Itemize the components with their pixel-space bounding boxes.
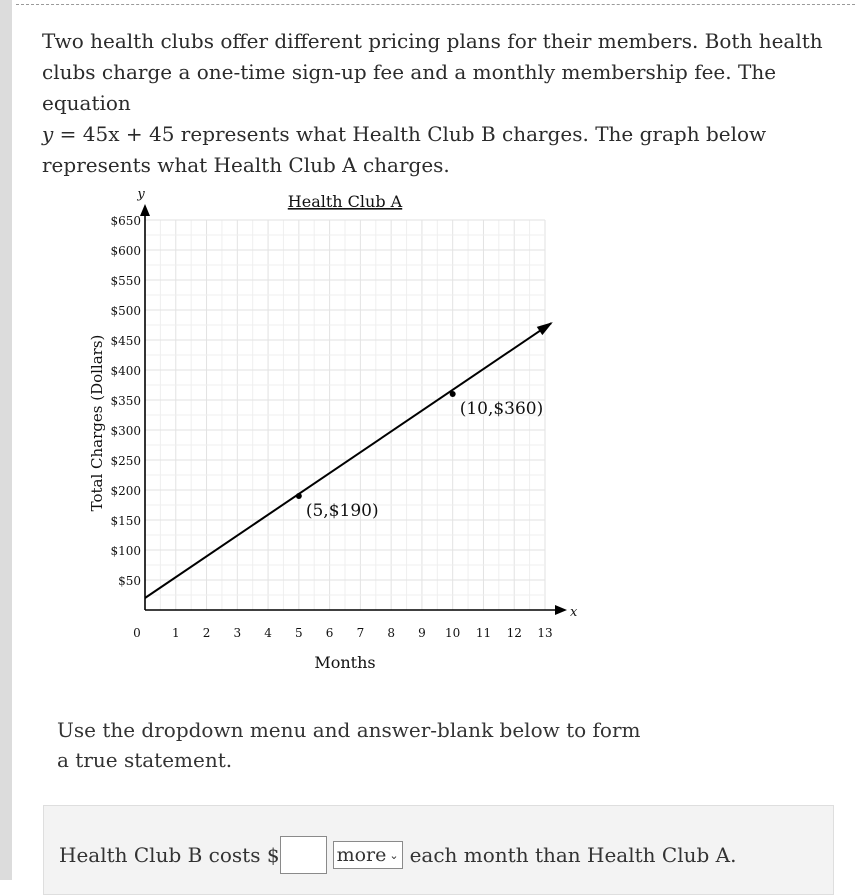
- answer-suffix: each month than Health Club A.: [409, 843, 737, 867]
- x-tick-label: 6: [325, 626, 334, 640]
- x-axis-arrow: [555, 605, 567, 615]
- y-axis-symbol: y: [137, 187, 145, 202]
- x-tick-label: 1: [171, 626, 180, 640]
- y-tick-label: $100: [110, 544, 141, 558]
- y-tick-label: $500: [110, 304, 141, 318]
- equation: y = 45x + 45: [42, 122, 175, 146]
- x-tick-label: 5: [295, 626, 303, 640]
- x-tick-label: 4: [264, 626, 272, 640]
- x-axis-label: Months: [314, 653, 376, 672]
- x-tick-label: 3: [233, 626, 242, 640]
- y-tick-label: $650: [110, 214, 141, 228]
- answer-blank-input[interactable]: [280, 836, 327, 874]
- series-line: [145, 323, 551, 598]
- x-tick-label: 11: [475, 626, 492, 640]
- x-tick-label: 8: [387, 626, 395, 640]
- x-tick-label: 12: [506, 626, 522, 640]
- y-tick-label: $600: [110, 244, 141, 258]
- answer-panel: [43, 805, 834, 895]
- x-tick-label: 13: [537, 626, 553, 640]
- y-tick-label: $50: [118, 574, 141, 588]
- data-point: [450, 391, 456, 397]
- x-tick-label: 9: [418, 626, 426, 640]
- y-tick-label: $250: [110, 454, 141, 468]
- x-axis-symbol: x: [570, 605, 578, 620]
- chart-title: Health Club A: [287, 192, 403, 211]
- answer-prefix: Health Club B costs $: [59, 843, 280, 867]
- data-point-label: (10,$360): [459, 399, 544, 419]
- x-tick-label: 10: [445, 626, 461, 640]
- x-tick-label: 2: [202, 626, 211, 640]
- y-axis-arrow: [140, 204, 150, 216]
- chevron-down-icon: ⌄: [389, 848, 399, 862]
- data-point-label: (5,$190): [305, 501, 379, 521]
- y-tick-label: $150: [110, 514, 141, 528]
- answer-statement: [59, 836, 736, 874]
- comparison-dropdown[interactable]: [333, 841, 403, 869]
- data-point: [296, 493, 302, 499]
- instruction-text: Use the dropdown menu and answer-blank below to form a true statement.: [57, 718, 641, 772]
- y-tick-label: $300: [110, 424, 141, 438]
- y-tick-label: $450: [110, 334, 141, 348]
- y-tick-label: $400: [110, 364, 141, 378]
- dropdown-selected-value: more: [336, 844, 387, 866]
- y-tick-label: $350: [110, 394, 141, 408]
- question-text: Two health clubs offer different pricing plans for their members. Both health clubs charge a one-time sign-up fee and a monthly membership fee. The equation y = 45x + 45 represents what Health Club B charges. The graph below represents what Health Club A charges.: [42, 29, 823, 177]
- y-tick-label: $200: [110, 484, 141, 498]
- y-axis-label: Total Charges (Dollars): [88, 334, 106, 512]
- x-tick-label: 7: [356, 626, 365, 640]
- y-tick-label: $550: [110, 274, 141, 288]
- origin-label: 0: [133, 626, 141, 640]
